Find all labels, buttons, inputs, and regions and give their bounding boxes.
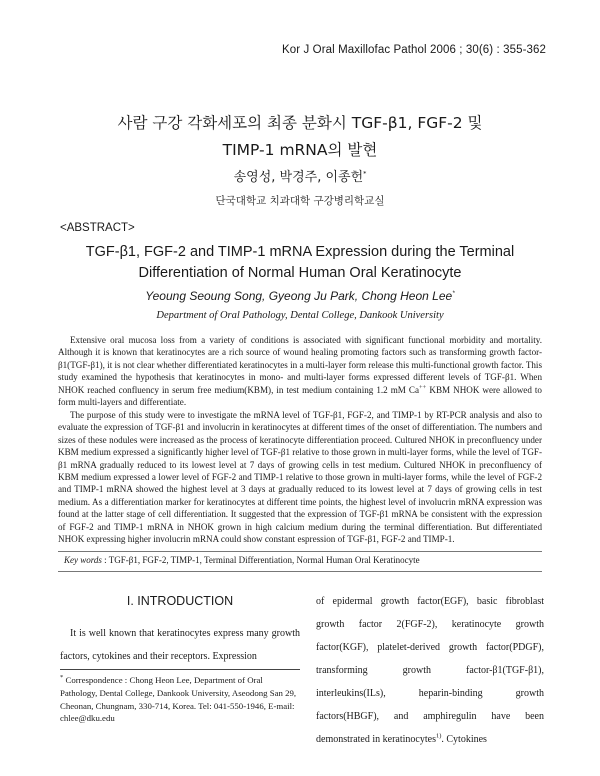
abstract-p1-superscript: ++ [419, 383, 427, 391]
footnote-text: Correspondence : Chong Heon Lee, Department of Oral Pathology, Dental College, Dankook University, Aseodong San 29, Cheonan, Chungnam, 330-714, Korea. Tel: 041-550-1946, E-mail: chlee@dku.edu [60, 675, 297, 724]
english-authors [0, 289, 600, 303]
keywords-bottom-rule [58, 571, 542, 572]
intro-right-text: of epidermal growth factor(EGF), basic fibroblast growth factor 2(FGF-2), keratinocyte growth factor(KGF), platelet-derived growth factor(PDGF), transforming growth factor-β1(TGF-β1), interleukins(ILs), heparin-binding growth factors(HBGF), and amphiregulin have been demonstrated in keratinocytes [316, 596, 544, 745]
korean-author-names: 송영성, 박경주, 이종헌 [233, 170, 364, 185]
keywords-text: : TGF-β1, FGF-2, TIMP-1, Terminal Differentiation, Normal Human Oral Keratinocyte [101, 555, 420, 565]
english-title-line2: Differentiation of Normal Human Oral Keratinocyte [138, 265, 462, 281]
english-author-mark: * [452, 290, 455, 297]
correspondence-footnote [60, 674, 300, 725]
korean-authors [0, 166, 600, 185]
intro-right-reference: 1) [435, 732, 442, 740]
abstract-p1-text-b: KBM NHOK were allowed to form multi-layers and differentiate. [58, 384, 542, 408]
intro-right-column [316, 590, 544, 751]
intro-left-text: It is well known that keratinocytes express many growth factors, cytokines and their receptors. Expression [60, 628, 300, 662]
korean-title-line1: 사람 구강 각화세포의 최종 분화시 TGF-β1, FGF-2 및 [117, 114, 483, 132]
intro-right-paragraph [316, 590, 544, 751]
english-title [0, 242, 600, 284]
footnote-mark: * [60, 674, 64, 682]
journal-citation: Kor J Oral Maxillofac Pathol 2006 ; 30(6) : 355-362 [282, 44, 546, 56]
keywords [64, 555, 420, 565]
english-author-names: Yeoung Seoung Song, Gyeong Ju Park, Chong Heon Lee [145, 289, 453, 303]
korean-title-line2: TIMP-1 mRNA의 발현 [222, 141, 378, 159]
keywords-top-rule [58, 551, 542, 552]
abstract-p1-text-a: Extensive oral mucosa loss from a variety of conditions is associated with significant functional morbidity and mortality. Although it is known that keratinocytes are a rich source of wound healing promoting factors such as transforming growth factor-β1(TGF-β1), it is not clear whether differentiated keratinocytes in a multi-layer form release this multi-functional growth factor. This study examined the hypothesis that keratinocytes in mono- and multi-layer forms expressed different levels of TGF-β1. When NHOK reached confluency in serum free medium(KBM), in test medium containing 1.2 mM Ca [58, 335, 542, 395]
intro-left-column [60, 622, 300, 668]
korean-author-mark: * [363, 169, 367, 178]
english-title-line1: TGF-β1, FGF-2 and TIMP-1 mRNA Expression during the Terminal [85, 244, 515, 260]
korean-title [0, 110, 600, 164]
abstract-label: <ABSTRACT> [60, 222, 135, 234]
footnote-rule [60, 669, 300, 670]
section-heading-introduction: I. INTRODUCTION [126, 594, 234, 608]
english-affiliation: Department of Oral Pathology, Dental College, Dankook University [156, 310, 444, 321]
abstract-body [58, 334, 542, 546]
keywords-label: Key words [64, 555, 102, 565]
intro-right-tail: . Cytokines [441, 734, 487, 745]
korean-affiliation: 단국대학교 치과대학 구강병리학교실 [215, 195, 385, 207]
abstract-paragraph-1 [58, 334, 542, 409]
abstract-paragraph-2: The purpose of this study were to investigate the mRNA level of TGF-β1, FGF-2, and TIMP-1 by RT-PCR analysis and also to evaluate the expression of TGF-β1 and involucrin in keratinocytes at different times of the onset of differentiation. The numbers and sizes of these nodules were increased as the process of keratinocyte differentiation proceed. Cultured NHOK in preconfluency under KBM medium expressed a significantly higher level of TGF-β1 relative to those grown in multi-layer forms, while the level of TGF-β1 mRNA gradually reduced to its lowest level at 7 days of growing cells in test medium. Cultured NHOK in preconfluency of KBM medium expressed a lower level of FGF-2 and TIMP-1 relative to those grown in multi-layer forms, while the level of FGF-2 and TIMP-1 mRNA showed the highest level at 3 days at gradually reduced to its lowest level at 7 days of growing cells in test medium. As a differentiation marker for keratinocytes at different time points, the highest level of involucrin mRNA expression was found at the latter stage of cell differentiation. It suggested that the expression of TGF-β1 mRNA be consistent with the expression of FGF-2 and TIMP-1 mRNA in NHOK grown in high calcium medium during the terminal differentiation. But differentiated NHOK expressing higher involucrin mRNA could show constant espression of TGF-β1, FGF-2 and TIMP-1. [58, 409, 542, 545]
